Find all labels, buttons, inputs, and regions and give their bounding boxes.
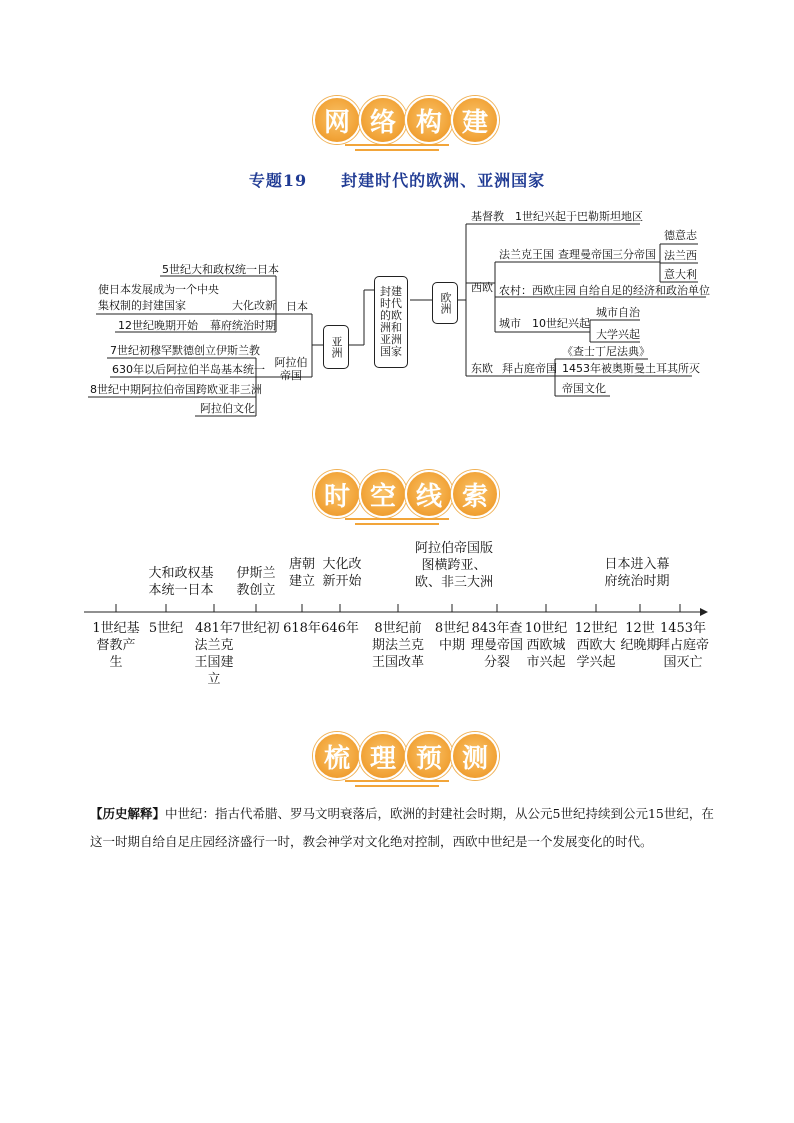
timeline-event: 日本进入幕府统治时期 [604,557,670,589]
node-east-europe: 东欧 [471,362,493,375]
timeline-event: 唐朝建立 [288,557,315,589]
arab-item-culture: 阿拉伯文化 [200,402,255,415]
arab-item-islam: 7世纪初穆罕默德创立伊斯兰教 [110,344,260,357]
jp-item-shogun: 幕府统治时期 [210,319,276,332]
country-italy: 意大利 [664,268,697,281]
city-university: 大学兴起 [596,328,640,341]
city-rise: 10世纪兴起 [532,317,590,330]
badge-char: 络 [359,96,407,144]
arab-item-peninsula: 630年以后阿拉伯半岛基本统一 [112,363,265,376]
page-title: 专题19 封建时代的欧洲、亚洲国家 [248,171,546,190]
node-japan: 日本 [286,300,308,313]
badge-underline [355,785,439,787]
byz-code: 《查士丁尼法典》 [562,345,650,358]
node-frank: 法兰克王国 [499,248,554,261]
node-christianity: 基督教 [471,210,504,223]
timeline-date: 12世纪晚期 [620,621,660,653]
node-village: 农村：西欧庄园 [499,284,576,297]
timeline-date: 1453年拜占庭帝国灭亡 [656,621,709,670]
timeline-date: 481年法兰克王国建立 [194,621,234,687]
timeline-date: 843年查理曼帝国分裂 [470,621,523,670]
badge-char: 索 [451,470,499,518]
jp-item-reform: 大化改新 [232,299,276,312]
timeline-date: 7世纪初 [232,621,280,636]
badge-char: 建 [451,96,499,144]
badge-char: 网 [313,96,361,144]
node-charlemagne: 查理曼帝国 [558,248,613,261]
badge-char: 构 [405,96,453,144]
node-split: 三分帝国 [612,248,656,261]
badge-char: 空 [359,470,407,518]
timeline-event: 大化改新开始 [322,557,362,589]
badge-underline [345,780,449,782]
arab-item-empire: 8世纪中期阿拉伯帝国跨欧亚非三洲 [90,383,262,396]
timeline-date: 1世纪基督教产生 [92,621,140,670]
timeline-event: 伊斯兰教创立 [236,566,276,598]
timeline-date: 12世纪西欧大学兴起 [574,621,618,670]
badge-char: 预 [405,732,453,780]
timeline-date: 618年 [283,621,321,636]
timeline-event: 大和政权基本统一日本 [148,566,214,598]
explanation-text: 中世纪：指古代希腊、罗马文明衰落后，欧洲的封建社会时期，从公元5世纪持续到公元15世纪，在这一时期自给自足庄园经济盛行一时，教会神学对文化绝对控制，西欧中世纪是一个发展变化的时代。 [90,806,714,849]
christ-item: 1世纪兴起于巴勒斯坦地区 [515,210,643,223]
timeline-date: 8世纪前期法兰克王国改革 [371,621,424,670]
jp-item-reform-desc1: 使日本发展成为一个中央 [98,283,219,296]
badge-char: 理 [359,732,407,780]
history-explanation [90,800,722,856]
node-west-europe: 西欧 [471,281,493,294]
jp-item-unify: 5世纪大和政权统一日本 [162,263,279,276]
badge-char: 线 [405,470,453,518]
node-byzantine: 拜占庭帝国 [502,362,557,375]
jp-item-shogun-start: 12世纪晚期开始 [118,319,198,332]
explanation-label: 【历史解释】 [90,806,166,821]
badge-char: 梳 [313,732,361,780]
timeline-event: 阿拉伯帝国版图横跨亚、欧、非三大洲 [414,541,493,590]
jp-item-reform-desc2: 集权制的封建国家 [98,299,186,312]
node-europe: 欧洲 [432,282,458,324]
country-france: 法兰西 [664,249,697,262]
timeline-date: 646年 [321,621,359,636]
timeline-date: 5世纪 [148,621,184,636]
badge-char: 测 [451,732,499,780]
byz-fall: 1453年被奥斯曼土耳其所灭 [562,362,700,375]
badge-char: 时 [313,470,361,518]
timeline-date: 8世纪中期 [434,621,470,653]
node-center: 封建时代的欧洲和亚洲国家 [374,276,408,368]
byz-culture: 帝国文化 [562,382,606,395]
city-self-gov: 城市自治 [596,306,640,319]
node-arab-empire: 阿拉伯帝国 [274,356,308,382]
section-badge-review [313,732,497,780]
timeline-date: 10世纪西欧城市兴起 [524,621,568,670]
node-asia: 亚洲 [323,325,349,369]
node-city: 城市 [499,317,521,330]
village-item: 自给自足的经济和政治单位 [578,284,710,297]
country-germany: 德意志 [664,229,697,242]
